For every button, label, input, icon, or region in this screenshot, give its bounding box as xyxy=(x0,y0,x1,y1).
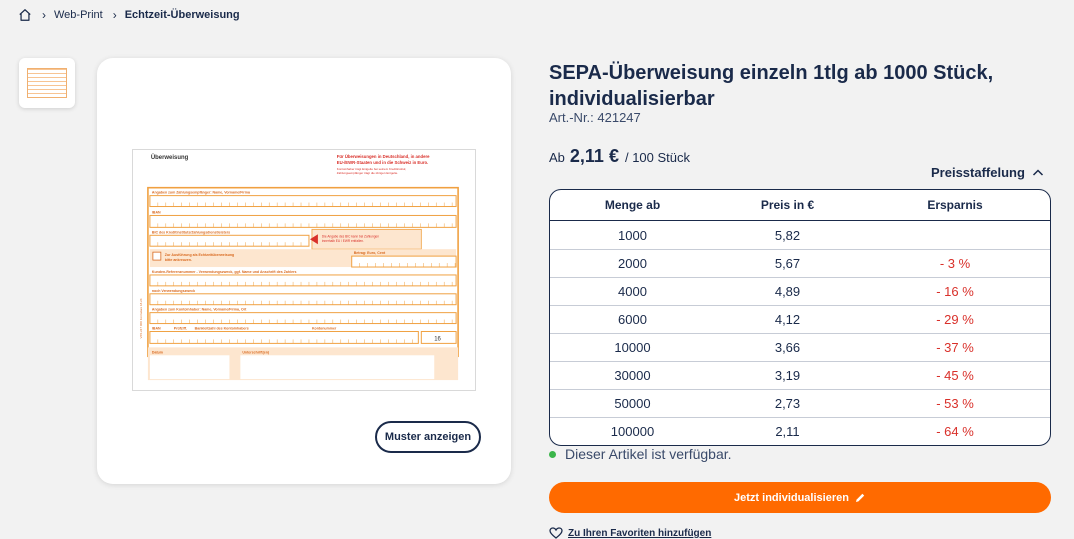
table-row xyxy=(550,361,1050,389)
savings-cell: - 16 % xyxy=(936,284,974,299)
savings-cell: - 64 % xyxy=(936,424,974,439)
pencil-icon xyxy=(854,492,866,504)
svg-text:Kunden-Referenznummer - Verwen: Kunden-Referenznummer - Verwendungszweck, ggf. Name und Anschrift des Zahlers xyxy=(151,269,297,274)
savings-cell: - 45 % xyxy=(936,368,974,383)
price-cell: 3,19 xyxy=(774,368,801,383)
svg-text:Unterschrift(en): Unterschrift(en) xyxy=(242,350,270,355)
product-thumbnail[interactable] xyxy=(19,58,75,108)
chevron-right-icon: › xyxy=(112,8,117,22)
price-tier-toggle[interactable] xyxy=(931,165,1045,180)
availability-status xyxy=(549,446,732,462)
available-dot-icon xyxy=(549,451,556,458)
price-tier-table xyxy=(549,189,1051,446)
price-cell: 5,82 xyxy=(774,227,801,243)
svg-text:Zur Ausführung als Echtzeitübe: Zur Ausführung als Echtzeitüberweisung xyxy=(164,253,235,258)
table-row xyxy=(550,305,1050,333)
svg-text:IBAN: IBAN xyxy=(151,326,161,331)
svg-text:Kontoinhaber trägt Entgelte be: Kontoinhaber trägt Entgelte bei seinem Kreditinstitut; xyxy=(336,166,407,171)
price-unit: / 100 Stück xyxy=(624,150,691,165)
table-row xyxy=(550,249,1050,277)
quantity-cell: 10000 xyxy=(614,340,651,355)
savings-cell: - 29 % xyxy=(936,312,974,327)
table-row xyxy=(550,417,1050,445)
svg-text:Kontonummer: Kontonummer xyxy=(311,326,337,331)
price-cell: 2,73 xyxy=(774,396,801,411)
price-cell: 4,89 xyxy=(774,284,801,299)
svg-text:Datum: Datum xyxy=(151,350,163,355)
chevron-right-icon: › xyxy=(42,8,46,22)
savings-cell: - 37 % xyxy=(936,340,974,355)
savings-cell: - 3 % xyxy=(939,256,971,271)
quantity-cell: 50000 xyxy=(614,396,651,411)
price-tier-label: Preisstaffelung xyxy=(931,165,1025,180)
svg-text:bitte ankreuzen.: bitte ankreuzen. xyxy=(164,258,192,263)
product-preview-card xyxy=(97,58,511,484)
svg-text:Prüfziff.: Prüfziff. xyxy=(173,326,188,331)
svg-text:Angaben zum Kontoinhaber: Name: Angaben zum Kontoinhaber: Name, Vorname/Firma, Ort xyxy=(151,307,247,312)
add-to-favorites-link[interactable] xyxy=(549,527,711,539)
savings-cell: - 53 % xyxy=(936,396,974,411)
table-body xyxy=(550,221,1050,445)
price-cell: 2,11 xyxy=(775,424,800,439)
product-title: SEPA-Überweisung einzeln 1tlg ab 1000 Stück, individualisierbar xyxy=(549,62,994,110)
heart-icon xyxy=(549,527,563,539)
breadcrumb-item-web-print[interactable]: Web-Print xyxy=(54,9,103,21)
header-quantity: Menge ab xyxy=(604,198,661,212)
breadcrumb-item-current: Echtzeit-Überweisung xyxy=(124,9,240,21)
table-row xyxy=(550,389,1050,417)
individualize-button[interactable] xyxy=(549,482,1051,513)
svg-text:VZS 247 000 Formulare 18.23: VZS 247 000 Formulare 18.23 xyxy=(138,298,143,339)
price-value: 2,11 € xyxy=(569,146,619,166)
price-cell: 3,66 xyxy=(774,340,801,355)
transfer-form-image xyxy=(132,149,476,391)
quantity-cell: 2000 xyxy=(618,256,647,271)
availability-text: Dieser Artikel ist verfügbar. xyxy=(565,446,732,462)
svg-text:Für Überweisungen in Deutschla: Für Überweisungen in Deutschland, in andere xyxy=(336,153,430,159)
table-row xyxy=(550,333,1050,361)
price-cell: 4,12 xyxy=(774,312,801,327)
svg-text:innerhalb EU / EWR entfallen.: innerhalb EU / EWR entfallen. xyxy=(321,239,364,244)
svg-text:IBAN: IBAN xyxy=(151,210,161,215)
svg-text:BIC des Kreditinstituts/Zahlun: BIC des Kreditinstituts/Zahlungsdienstleisters xyxy=(151,230,231,235)
article-number: Art.-Nr.: 421247 xyxy=(549,110,641,125)
header-price: Preis in € xyxy=(760,198,815,212)
home-icon[interactable] xyxy=(18,8,32,22)
muster-anzeigen-button[interactable]: Muster anzeigen xyxy=(375,421,481,453)
quantity-cell: 1000 xyxy=(618,227,647,243)
svg-text:Betrag: Euro, Cent: Betrag: Euro, Cent xyxy=(353,251,386,256)
svg-text:Die Angabe des BIC kann bei Za: Die Angabe des BIC kann bei Zahlungen xyxy=(321,234,379,239)
price-prefix: Ab xyxy=(549,150,565,165)
table-header xyxy=(550,190,1050,221)
svg-text:Zahlungsempfänger trägt die üb: Zahlungsempfänger trägt die übrigen Entgelte. xyxy=(336,170,399,175)
form-title: Überweisung xyxy=(150,154,189,161)
header-savings: Ersparnis xyxy=(927,198,983,212)
quantity-cell: 30000 xyxy=(614,368,651,383)
svg-text:16: 16 xyxy=(434,336,441,343)
favorites-label: Zu Ihren Favoriten hinzufügen xyxy=(568,527,712,539)
svg-text:noch Verwendungszweck: noch Verwendungszweck xyxy=(151,288,196,293)
thumbnail-image xyxy=(27,68,67,98)
table-row xyxy=(550,221,1050,249)
svg-text:Bankleitzahl des Kontoinhabers: Bankleitzahl des Kontoinhabers xyxy=(194,326,249,331)
chevron-up-icon xyxy=(1031,166,1045,180)
individualize-label: Jetzt individualisieren xyxy=(734,491,849,504)
quantity-cell: 4000 xyxy=(618,284,647,299)
table-row xyxy=(550,277,1050,305)
price-line xyxy=(549,146,690,167)
breadcrumb xyxy=(18,8,250,22)
quantity-cell: 100000 xyxy=(610,424,655,439)
svg-text:EU-/EWR-Staaten und in die Sch: EU-/EWR-Staaten und in die Schweiz in Euro. xyxy=(336,159,429,165)
svg-text:Angaben zum Zahlungsempfänger:: Angaben zum Zahlungsempfänger: Name, Vorname/Firma xyxy=(151,190,250,195)
price-cell: 5,67 xyxy=(774,256,801,271)
quantity-cell: 6000 xyxy=(618,312,647,327)
